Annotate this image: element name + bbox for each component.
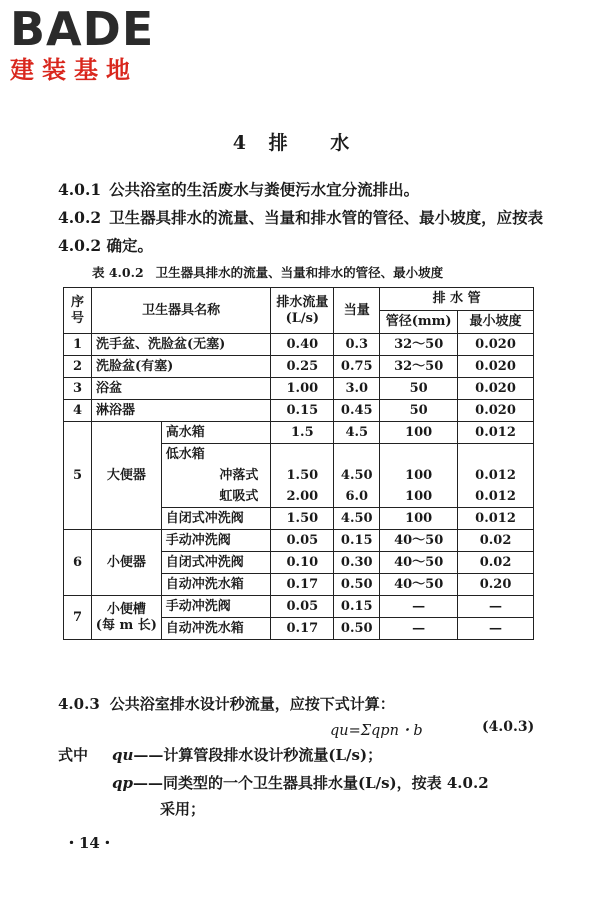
table-cell — [380, 444, 458, 466]
formula-number: (4.0.3) — [482, 719, 535, 735]
table-row — [64, 378, 534, 400]
table-row — [64, 334, 534, 356]
definition-part: ——计算管段排水设计秒流量(L/s)； — [133, 746, 383, 764]
table-row — [64, 356, 534, 378]
cell-text-line: 排水流量 — [276, 294, 329, 310]
table-cell: — — [380, 618, 458, 640]
table-cell: 0.15 — [271, 400, 334, 422]
table-cell: 0.02 — [458, 530, 534, 552]
table-cell: 6 — [64, 530, 92, 596]
table-cell: 40～50 — [380, 552, 458, 574]
table-caption-number: 表 4.0.2 — [92, 265, 144, 280]
table-cell: 自闭式冲洗阀 — [161, 552, 271, 574]
table-cell: 自动冲洗水箱 — [161, 618, 271, 640]
table-cell: 0.17 — [271, 574, 334, 596]
table-cell: 0.50 — [334, 574, 380, 596]
cell-text-line: (每 m 长) — [95, 617, 157, 633]
table-cell: 0.10 — [271, 552, 334, 574]
logo-subtitle: 建装基地 — [10, 56, 138, 84]
table-cell: 自动冲洗水箱 — [161, 574, 271, 596]
table-cell: 0.50 — [334, 618, 380, 640]
table-cell: 100 — [380, 465, 458, 486]
cell-text-line: (L/s) — [285, 310, 320, 326]
definition-qu — [112, 742, 382, 768]
table-cell: 0.20 — [458, 574, 534, 596]
definition-qp-cont: 采用； — [160, 800, 206, 818]
definition-part: qu — [112, 746, 134, 764]
formula: qu=Σqpn・b — [330, 723, 423, 739]
table-cell: 0.30 — [334, 552, 380, 574]
table-row — [64, 596, 534, 618]
table-cell: 淋浴器 — [91, 400, 270, 422]
table-cell: 100 — [380, 422, 458, 444]
header-pipe: 排 水 管 — [380, 288, 534, 311]
table-row — [64, 530, 534, 552]
table-cell: 冲落式 — [161, 465, 271, 486]
table-cell — [271, 444, 334, 466]
table-cell: 4.50 — [334, 508, 380, 530]
table-cell: 0.75 — [334, 356, 380, 378]
table-cell: 3 — [64, 378, 92, 400]
table-cell: 0.020 — [458, 334, 534, 356]
table-cell: 浴盆 — [91, 378, 270, 400]
clause-text: 公共浴室的生活废水与粪便污水宜分流排出。 — [109, 180, 420, 199]
table-cell: 1 — [64, 334, 92, 356]
table-cell: 100 — [380, 486, 458, 508]
table-cell: 小便器 — [91, 530, 161, 596]
table-cell — [458, 444, 534, 466]
table-caption-title: 卫生器具排水的流量、当量和排水的管径、最小坡度 — [155, 265, 444, 280]
table-cell: 大便器 — [91, 422, 161, 530]
table-cell: — — [458, 618, 534, 640]
table-cell: 0.012 — [458, 508, 534, 530]
table-cell: 1.5 — [271, 422, 334, 444]
table-cell: — — [380, 596, 458, 618]
table-cell: 洗脸盆(有塞) — [91, 356, 270, 378]
table-cell: 32～50 — [380, 334, 458, 356]
table-cell: 40～50 — [380, 530, 458, 552]
logo — [10, 4, 190, 84]
cell-text-line: 序 — [70, 294, 84, 310]
table-cell: 手动冲洗阀 — [161, 530, 271, 552]
clause-402 — [58, 204, 558, 260]
where-label: 式中 — [58, 746, 89, 764]
table-header-row — [64, 288, 534, 311]
table-cell: 100 — [380, 508, 458, 530]
table-cell: 50 — [380, 400, 458, 422]
table-cell: 1.00 — [271, 378, 334, 400]
table-cell: 自闭式冲洗阀 — [161, 508, 271, 530]
header-slope: 最小坡度 — [458, 311, 534, 334]
table-cell — [91, 596, 161, 640]
table-cell: 0.020 — [458, 356, 534, 378]
table-cell: 4 — [64, 400, 92, 422]
table-cell: 0.05 — [271, 596, 334, 618]
table-cell: 0.012 — [458, 465, 534, 486]
table-cell: 40～50 — [380, 574, 458, 596]
table-cell: 3.0 — [334, 378, 380, 400]
section-number: 4 — [232, 132, 247, 154]
table-cell: 手动冲洗阀 — [161, 596, 271, 618]
table-cell: 高水箱 — [161, 422, 271, 444]
table-cell: 低水箱 — [161, 444, 271, 466]
table-cell: 0.3 — [334, 334, 380, 356]
table-cell: 5 — [64, 422, 92, 530]
cell-text-line: 号 — [70, 310, 84, 326]
header-equiv: 当量 — [334, 288, 380, 334]
clause-text: 公共浴室排水设计秒流量，应按下式计算： — [109, 695, 395, 713]
table-cell — [334, 444, 380, 466]
section-title — [0, 128, 600, 155]
header-name: 卫生器具名称 — [91, 288, 270, 334]
clause-number: 4.0.3 — [58, 695, 100, 713]
table-cell: 0.020 — [458, 378, 534, 400]
table-cell: 4.5 — [334, 422, 380, 444]
drainage-table — [63, 287, 534, 640]
table-cell: — — [458, 596, 534, 618]
clause-number: 4.0.2 — [58, 208, 102, 227]
section-title-text: 排 水 — [268, 132, 368, 154]
table-caption — [92, 263, 552, 281]
table-cell: 7 — [64, 596, 92, 640]
table-cell: 0.45 — [334, 400, 380, 422]
table-row — [64, 422, 534, 444]
table-cell: 0.020 — [458, 400, 534, 422]
table-cell: 0.15 — [334, 596, 380, 618]
clause-text: 卫生器具排水的流量、当量和排水管的管径、最小坡度，应按表 4.0.2 确定。 — [58, 208, 544, 255]
table-cell: 0.012 — [458, 486, 534, 508]
page-number: ・14・ — [64, 834, 115, 852]
header-flow — [271, 288, 334, 334]
header-diameter: 管径(mm) — [380, 311, 458, 334]
clause-number: 4.0.1 — [58, 180, 102, 199]
cell-text-line: 小便槽 — [106, 601, 146, 617]
table-cell: 0.15 — [334, 530, 380, 552]
logo-brand: BADE — [10, 2, 155, 56]
table-cell: 1.50 — [271, 508, 334, 530]
definition-part: ——同类型的一个卫生器具排水量(L/s)，按表 4.0.2 — [132, 774, 489, 792]
clause-401 — [58, 176, 558, 204]
table-cell: 4.50 — [334, 465, 380, 486]
header-seq — [64, 288, 92, 334]
table-cell: 1.50 — [271, 465, 334, 486]
table-cell: 2.00 — [271, 486, 334, 508]
table-cell: 0.05 — [271, 530, 334, 552]
table-cell: 虹吸式 — [161, 486, 271, 508]
definition-qp — [112, 770, 489, 796]
definition-part: qp — [112, 774, 133, 792]
table-cell: 0.012 — [458, 422, 534, 444]
table-cell: 0.02 — [458, 552, 534, 574]
table-cell: 6.0 — [334, 486, 380, 508]
table-cell: 洗手盆、洗脸盆(无塞) — [91, 334, 270, 356]
clause-403 — [58, 693, 578, 714]
table-row — [64, 400, 534, 422]
table-cell: 0.25 — [271, 356, 334, 378]
table-cell: 0.40 — [271, 334, 334, 356]
table-cell: 2 — [64, 356, 92, 378]
table-cell: 32～50 — [380, 356, 458, 378]
table-cell: 50 — [380, 378, 458, 400]
table-cell: 0.17 — [271, 618, 334, 640]
